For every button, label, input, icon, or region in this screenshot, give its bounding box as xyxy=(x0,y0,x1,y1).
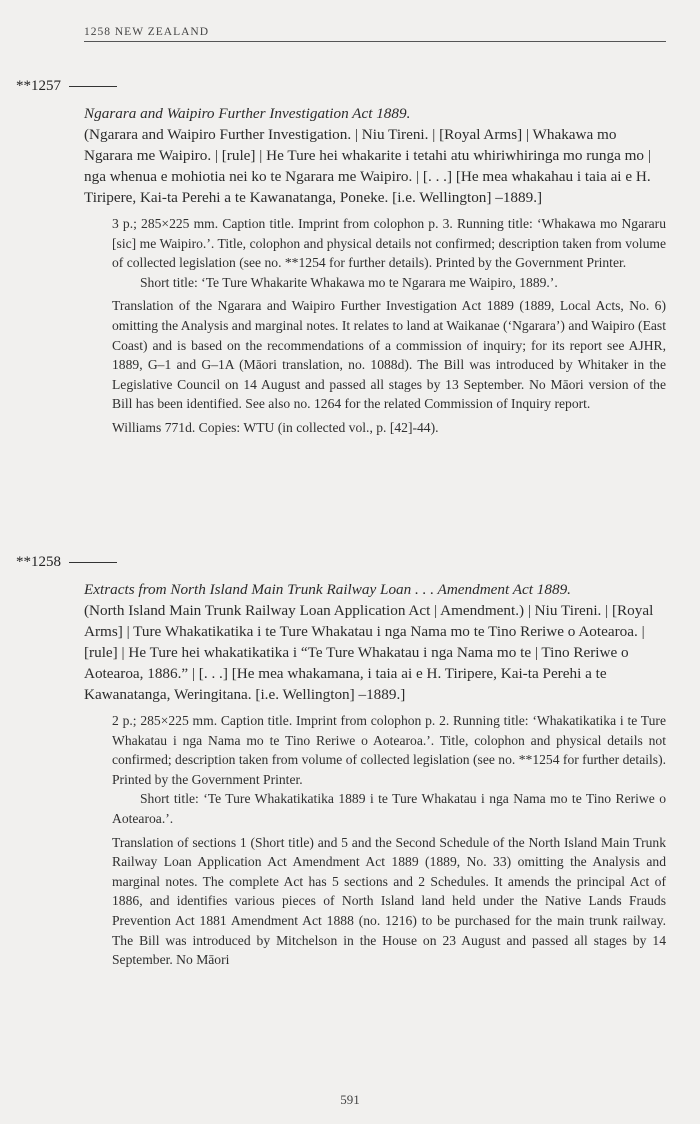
references: Williams 771d. Copies: WTU (in collected vol., p. [42]-44). xyxy=(112,419,439,435)
entry-number: **1258 xyxy=(16,554,61,570)
page-number: 591 xyxy=(340,1092,360,1107)
entry-1257 xyxy=(84,103,666,438)
entry-dash xyxy=(69,86,117,87)
running-head: 1258 NEW ZEALAND xyxy=(84,26,666,42)
entry-1258 xyxy=(84,579,666,970)
entry-notes xyxy=(84,711,666,970)
entry-number: **1257 xyxy=(16,78,61,94)
translation-note: Translation of the Ngarara and Waipiro Further Investigation Act 1889 (1889, Local Acts, No. 6) omitting the Analysis and marginal notes. It relates to land at Waikanae (‘Ngarara’) and Waipiro (East Coast) and is based on the recommendations of a commission of inquiry; for its report see AJHR, 1889, G–1 and G–1A (Māori translation, no. 1088d). The Bill was introduced by Whitaker in the Legislative Council on 14 August and passed all stages by 13 September. No Māori version of the Bill has been identified. See also no. 1264 for the related Commission of Inquiry report. xyxy=(112,298,666,412)
entry-number-1257 xyxy=(16,78,117,95)
entry-transcription: (North Island Main Trunk Railway Loan Application Act | Amendment.) | Niu Tireni. | [Royal Arms] | Ture Whakatikatika i te Ture Whakatau i nga Nama mo te Tino Reriwe o Aotearoa. | [rule] | He Ture hei whakatikatika i “Te Ture Whakatau i nga Nama mo te | Tino Reriwe o Aotearoa, 1886.” | [. . .] [He mea whakamana, i taia ai e H. Tiripere, Kai-ta Perehi a te Kawanatanga, Weringitana. [i.e. Wellington] –1889.] xyxy=(84,602,654,703)
short-title: Short title: ‘Te Ture Whakarite Whakawa mo te Ngarara me Waipiro, 1889.’. xyxy=(140,274,558,290)
entry-dash xyxy=(69,562,117,563)
entry-transcription: (Ngarara and Waipiro Further Investigation. | Niu Tireni. | [Royal Arms] | Whakawa mo Ngarara me Waipiro. | [rule] | He Ture hei whakarite i tetahi atu whiriwhiringa mo runga mo | nga whenua e mohiotia nei ko te Ngarara me Waipiro. | [. . .] [He mea whakahau i taia ai e H. Tiripere, Kai-ta Perehi a te Kawanatanga, Poneke. [i.e. Wellington] –1889.] xyxy=(84,126,651,206)
entry-title: Extracts from North Island Main Trunk Railway Loan . . . Amendment Act 1889. xyxy=(84,581,571,598)
translation-note: Translation of sections 1 (Short title) and 5 and the Second Schedule of the North Island Main Trunk Railway Loan Application Act Amendment Act 1889 (1889, No. 33) omitting the Analysis and marginal notes. The complete Act has 5 sections and 2 Schedules. It amends the principal Act of 1886, and identifies various pieces of North Island land held under the Native Lands Frauds Prevention Act 1881 Amendment Act 1888 (no. 1216) to be purchased for the main trunk railway. The Bill was introduced by Mitchelson in the House on 23 August and passed all stages by 14 September. No Māori xyxy=(112,834,666,968)
entry-notes xyxy=(84,214,666,438)
physical-description: 2 p.; 285×225 mm. Caption title. Imprint from colophon p. 2. Running title: ‘Whakatikatika i te Ture Whakatau i nga Nama mo te Tino Reriwe o Aotearoa.’. Title, colophon and physical details not confirmed; description taken from volume of collected legislation (see no. **1254 for further details). Printed by the Government Printer. xyxy=(112,713,666,787)
entry-number-1258 xyxy=(16,554,117,571)
physical-description: 3 p.; 285×225 mm. Caption title. Imprint from colophon p. 3. Running title: ‘Whakawa mo Ngararu [sic] me Waipiro.’. Title, colophon and physical details not confirmed; description taken from volume of collected legislation (see no. **1254 for further details). Printed by the Government Printer. xyxy=(112,216,666,271)
short-title: Short title: ‘Te Ture Whakatikatika 1889 i te Ture Whakatau i nga Nama mo te Tino Reriwe o Aotearoa.’. xyxy=(112,791,666,826)
entry-title: Ngarara and Waipiro Further Investigation Act 1889. xyxy=(84,105,411,122)
